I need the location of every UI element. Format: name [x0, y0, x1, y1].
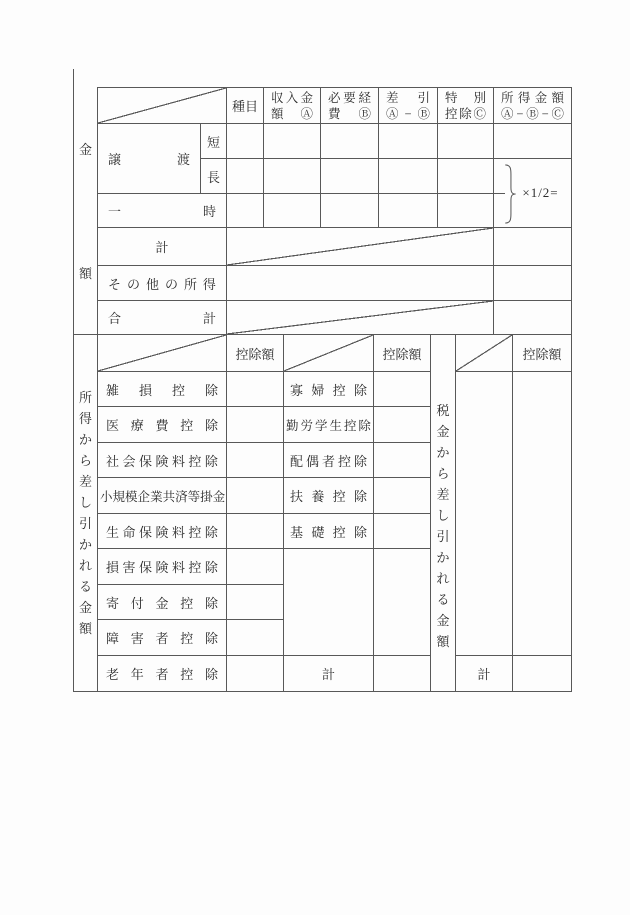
cell-long-revenue — [263, 158, 321, 194]
header-special-line1: 特 別 — [445, 90, 486, 105]
cell-other-income-amount — [493, 265, 572, 301]
income-deduction-label-medical: 医 療 費 控 除 — [97, 406, 227, 443]
deduction-header-diagonal-left — [97, 334, 227, 372]
deduction-amount-header-right: 控除額 — [512, 334, 572, 372]
cell-temp-special — [437, 193, 494, 228]
cell-long-special — [437, 158, 494, 194]
left-rule-segment — [73, 69, 74, 88]
cell-casualty-insurance-amount — [226, 548, 284, 585]
personal-deduction-label-basic: 基 礎 控 除 — [283, 513, 374, 549]
cell-subtotal-income — [493, 227, 572, 266]
cell-working-student-amount — [373, 406, 431, 443]
deduction-header-diagonal-middle — [283, 334, 374, 372]
cell-temp-revenue — [263, 193, 321, 228]
header-income-line2: Ⓐ − Ⓑ − Ⓒ — [501, 106, 564, 121]
cell-basic-amount — [373, 513, 431, 549]
cell-other-income-span — [226, 265, 494, 301]
right-subtotal-label: 計 — [455, 655, 513, 692]
middle-blank-merged-name-cell — [283, 548, 374, 656]
income-table-side-label: 金 額 — [73, 87, 98, 335]
header-corner-diagonal-cell — [97, 87, 227, 124]
header-balance-a-minus-b — [378, 87, 438, 124]
header-item-type: 種目 — [226, 87, 264, 124]
header-expenses-line2: 費 Ⓑ — [328, 106, 371, 121]
income-deduction-label-casualty-insurance: 損 害 保 険 料 控 除 — [97, 548, 227, 585]
cell-long-balance — [378, 158, 438, 194]
deduction-amount-header-middle: 控除額 — [373, 334, 431, 372]
middle-subtotal-label: 計 — [283, 655, 374, 692]
cell-short-balance — [378, 123, 438, 159]
cell-temp-expenses — [320, 193, 379, 228]
row-label-transfer-long: 長 — [200, 158, 227, 194]
cell-right-subtotal-amount — [512, 655, 572, 692]
cell-short-item — [226, 123, 264, 159]
header-income-amount — [493, 87, 572, 124]
personal-deduction-label-dependent: 扶 養 控 除 — [283, 477, 374, 514]
deduction-table-side-label-tax: 税 金 か ら 差 し 引 か れ る 金 額 — [430, 334, 456, 692]
brace-pointer-line — [494, 193, 505, 194]
curly-brace-icon — [503, 164, 517, 224]
personal-deduction-label-spouse: 配 偶 者 控 除 — [283, 442, 374, 478]
cell-social-insurance-amount — [226, 442, 284, 478]
cell-short-special — [437, 123, 494, 159]
cell-short-income — [493, 123, 572, 159]
cell-life-insurance-amount — [226, 513, 284, 549]
header-revenue-amount — [263, 87, 321, 124]
cell-donation-amount — [226, 584, 284, 620]
row-label-transfer: 譲 渡 — [97, 123, 201, 194]
deduction-header-diagonal-right — [455, 334, 513, 372]
cell-long-expenses — [320, 158, 379, 194]
cell-temp-item — [226, 193, 264, 228]
income-deduction-label-donation: 寄 付 金 控 除 — [97, 584, 227, 620]
cell-long-item — [226, 158, 264, 194]
income-deduction-label-life-insurance: 生 命 保 険 料 控 除 — [97, 513, 227, 549]
header-balance-line1: 差 引 — [386, 90, 430, 105]
income-deduction-label-elderly: 老 年 者 控 除 — [97, 655, 227, 692]
tax-credit-name-tall-cell — [455, 371, 513, 656]
row-label-temporary: 一 時 — [97, 193, 227, 228]
header-balance-line2: Ⓐ − Ⓑ — [386, 106, 430, 121]
header-income-line1: 所 得 金 額 — [501, 90, 564, 105]
row-label-other-income: そ の 他 の 所 得 — [97, 265, 227, 301]
cell-short-revenue — [263, 123, 321, 159]
income-deduction-label-disability: 障 害 者 控 除 — [97, 619, 227, 656]
cell-dependent-amount — [373, 477, 431, 514]
half-multiplier-note: ×1/2= — [522, 185, 559, 200]
row-label-transfer-short: 短 — [200, 123, 227, 159]
cell-medical-amount — [226, 406, 284, 443]
cell-grand-total-amount — [493, 300, 572, 335]
cell-middle-subtotal-amount — [373, 655, 431, 692]
grand-total-diagonal-cell — [226, 300, 494, 335]
tax-credit-amount-tall-cell — [512, 371, 572, 656]
cell-temp-balance — [378, 193, 438, 228]
header-revenue-line1: 収 入 金 — [271, 90, 313, 105]
cell-mutual-aid-amount — [226, 477, 284, 514]
income-deduction-label-casualty: 雑 損 控 除 — [97, 371, 227, 407]
personal-deduction-label-widow: 寡 婦 控 除 — [283, 371, 374, 407]
subtotal-diagonal-cell — [226, 227, 494, 266]
header-special-deduction — [437, 87, 494, 124]
middle-blank-merged-amount-cell — [373, 548, 431, 656]
row-label-grand-total: 合 計 — [97, 300, 227, 335]
cell-widow-amount — [373, 371, 431, 407]
deduction-table-side-label-income: 所 得 か ら 差 し 引 か れ る 金 額 — [73, 334, 98, 692]
personal-deduction-label-working-student: 勤 労 学 生 控 除 — [283, 406, 374, 443]
cell-disability-amount — [226, 619, 284, 656]
header-necessary-expenses — [320, 87, 379, 124]
cell-short-expenses — [320, 123, 379, 159]
cell-spouse-amount — [373, 442, 431, 478]
header-special-line2: 控 除 Ⓒ — [445, 106, 486, 121]
row-label-subtotal: 計 — [97, 227, 227, 266]
income-deduction-label-social-insurance: 社 会 保 険 料 控 除 — [97, 442, 227, 478]
cell-elderly-amount — [226, 655, 284, 692]
income-deduction-label-small-business-mutual-aid: 小 規 模 企 業 共 済 等 掛 金 — [97, 477, 227, 514]
header-expenses-line1: 必 要 経 — [328, 90, 371, 105]
cell-casualty-amount — [226, 371, 284, 407]
deduction-amount-header-left: 控除額 — [226, 334, 284, 372]
header-revenue-line2: 額 Ⓐ — [271, 106, 313, 121]
